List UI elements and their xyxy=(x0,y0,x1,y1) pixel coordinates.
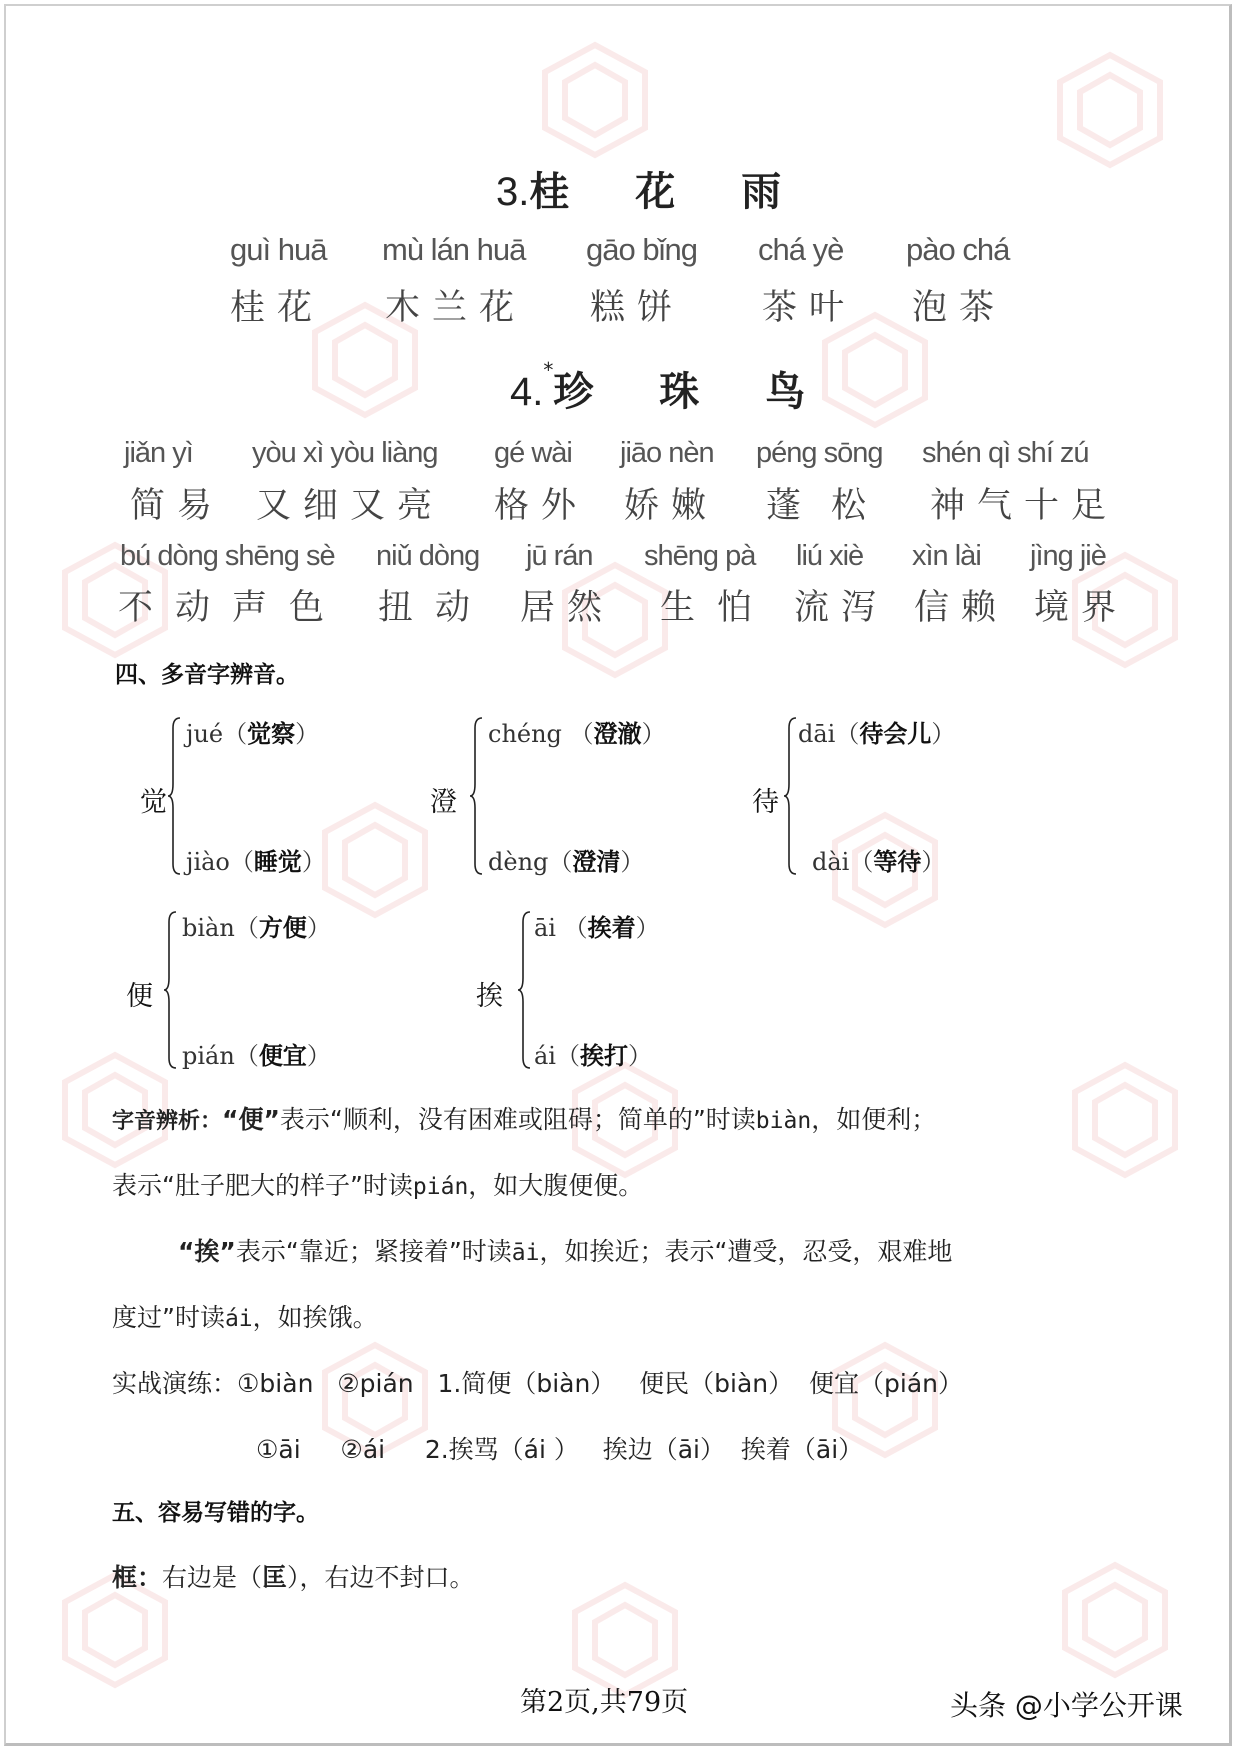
section-5-heading: 五、容易写错的字。 xyxy=(112,1500,319,1526)
reading-word: 澄澈 xyxy=(593,720,642,748)
vocab-hanzi: 又细又亮 xyxy=(256,486,445,526)
reading-pinyin: dèng xyxy=(488,848,549,876)
vocab-hanzi: 不动声色 xyxy=(118,588,347,628)
vocab-hanzi: 茶叶 xyxy=(762,288,857,328)
analysis-label: 字音辨析： xyxy=(112,1109,223,1134)
vocab-pinyin: jiǎn yì xyxy=(124,437,193,469)
vocab-hanzi: 桂花 xyxy=(230,288,325,328)
vocab-hanzi: 简易 xyxy=(130,486,225,526)
vocab-pinyin: péng sōng xyxy=(756,437,883,469)
brace-icon xyxy=(518,910,532,1070)
polyphone-char: 觉 xyxy=(140,787,167,818)
analysis-pinyin: pián xyxy=(412,1174,469,1200)
polyphone-char: 待 xyxy=(752,787,779,818)
watermark-hexagon-icon xyxy=(320,800,430,920)
reading-word: 等待 xyxy=(873,848,922,876)
analysis-text: 表示“靠近；紧接着”时读 xyxy=(235,1237,512,1266)
vocab-pinyin: jiāo nèn xyxy=(620,437,714,469)
vocab-hanzi: 神气十足 xyxy=(930,486,1119,526)
reading-word: 方便 xyxy=(258,914,307,942)
analysis-line-2 xyxy=(112,1166,643,1202)
item-text: ），右边不封口。 xyxy=(287,1563,475,1592)
vocab-pinyin: shén qì shí zú xyxy=(922,437,1089,469)
analysis-text: ，如便利； xyxy=(811,1105,937,1134)
reading-pinyin: ái xyxy=(534,1042,556,1070)
reading-word: 挨打 xyxy=(579,1042,628,1070)
vocab-hanzi: 格外 xyxy=(494,486,589,526)
reading-pinyin: jiào xyxy=(186,848,230,876)
analysis-text: ，如大腹便便。 xyxy=(468,1171,644,1200)
item-char: 框： xyxy=(112,1563,163,1592)
reading-pinyin: āi xyxy=(534,914,556,942)
lesson-4-title xyxy=(510,360,831,417)
analysis-text: 度过”时读 xyxy=(112,1303,225,1332)
reading-word: 觉察 xyxy=(247,720,296,748)
reading-word: 便宜 xyxy=(258,1042,307,1070)
reading-top: biàn（方便） xyxy=(182,914,331,942)
brace-icon xyxy=(784,716,798,876)
vocab-hanzi: 居然 xyxy=(520,588,615,628)
analysis-line-1 xyxy=(112,1100,936,1136)
reading-bottom: pián（便宜） xyxy=(182,1042,331,1070)
page-indicator: 第2页,共79页 xyxy=(520,1687,689,1718)
vocab-pinyin: yòu xì yòu liàng xyxy=(252,437,438,469)
watermark-hexagon-icon xyxy=(1070,1060,1180,1180)
item-text: 右边是（ xyxy=(162,1563,263,1592)
vocab-pinyin: guì huā xyxy=(230,232,327,267)
practice-line-2: ①āi ②ái 2.挨骂（ái ） 挨边（āi） 挨着（āi） xyxy=(256,1435,864,1464)
analysis-line-4 xyxy=(112,1298,378,1334)
polyphone-char: 澄 xyxy=(430,787,457,818)
vocab-pinyin: jìng jiè xyxy=(1030,540,1106,572)
brace-icon xyxy=(164,910,178,1070)
vocab-pinyin: bú dòng shēng sè xyxy=(120,540,335,572)
reading-bottom: ái（挨打） xyxy=(534,1042,652,1070)
vocab-hanzi: 生怕 xyxy=(660,588,775,628)
analysis-line-3 xyxy=(178,1232,952,1268)
vocab-hanzi: 扭动 xyxy=(378,588,493,628)
vocab-pinyin: jū rán xyxy=(526,540,593,572)
lesson-title-text: 桂 花 雨 xyxy=(529,169,808,215)
vocab-hanzi: 境界 xyxy=(1034,588,1129,628)
practice-line-1 xyxy=(112,1364,963,1400)
vocab-pinyin: gāo bǐng xyxy=(586,232,697,267)
brand-watermark: 头条 @小学公开课 xyxy=(950,1689,1183,1722)
analysis-text: 表示“顺利，没有困难或阻碍；简单的”时读 xyxy=(279,1105,756,1134)
reading-word: 澄清 xyxy=(572,848,621,876)
analysis-key-char: “便” xyxy=(222,1105,280,1134)
polyphone-char: 挨 xyxy=(476,981,503,1012)
watermark-hexagon-icon xyxy=(1060,1560,1170,1680)
vocab-hanzi: 信赖 xyxy=(914,588,1009,628)
vocab-pinyin: mù lán huā xyxy=(382,232,526,267)
analysis-key-char: “挨” xyxy=(178,1237,236,1266)
analysis-text: ，如挨饿。 xyxy=(252,1303,378,1332)
vocab-pinyin: liú xiè xyxy=(796,540,864,572)
watermark-hexagon-icon xyxy=(1055,50,1165,170)
analysis-text: 表示“肚子肥大的样子”时读 xyxy=(112,1171,413,1200)
reading-word: 待会儿 xyxy=(859,720,932,748)
vocab-hanzi: 糕饼 xyxy=(590,288,685,328)
reading-top: dāi（待会儿） xyxy=(798,720,956,748)
reading-bottom: dèng（澄清） xyxy=(488,848,645,876)
brace-icon xyxy=(168,716,182,876)
section-4-heading: 四、多音字辨音。 xyxy=(115,662,299,688)
vocab-pinyin: niǔ dòng xyxy=(376,540,480,572)
vocab-hanzi: 泡茶 xyxy=(912,288,1007,328)
reading-word: 睡觉 xyxy=(253,848,302,876)
vocab-pinyin: xìn lài xyxy=(912,540,981,572)
vocab-pinyin: gé wài xyxy=(494,437,572,469)
analysis-text: ，如挨近；表示“遭受，忍受，艰难地 xyxy=(539,1237,953,1266)
lesson-number: 3. xyxy=(496,170,530,214)
reading-pinyin: dài xyxy=(812,848,850,876)
analysis-pinyin: āi xyxy=(511,1240,540,1266)
reading-bottom: dài（等待） xyxy=(812,848,946,876)
vocab-hanzi: 木兰花 xyxy=(385,288,527,328)
reading-bottom: jiào（睡觉） xyxy=(186,848,326,876)
optional-lesson-star: * xyxy=(543,358,554,382)
vocab-pinyin: pào chá xyxy=(906,232,1010,267)
vocab-hanzi: 蓬松 xyxy=(766,486,897,526)
reading-pinyin: dāi xyxy=(798,720,836,748)
practice-text: ①biàn ②pián 1.简便（biàn） 便民（biàn） 便宜（pián） xyxy=(237,1369,964,1398)
reading-top: chéng （澄澈） xyxy=(488,720,666,748)
vocab-hanzi: 流泻 xyxy=(794,588,889,628)
reading-pinyin: jué xyxy=(186,720,224,748)
vocab-pinyin: shēng pà xyxy=(644,540,756,572)
reading-word: 挨着 xyxy=(587,914,636,942)
section-5-item xyxy=(112,1558,475,1594)
analysis-pinyin: ái xyxy=(224,1306,253,1332)
brace-icon xyxy=(470,716,484,876)
reading-pinyin: chéng xyxy=(488,720,562,748)
analysis-pinyin: biàn xyxy=(755,1108,812,1134)
practice-label: 实战演练： xyxy=(112,1369,238,1398)
lesson-3-title xyxy=(496,160,807,217)
lesson-number: 4. xyxy=(510,370,544,414)
lesson-title-text: 珍 珠 鸟 xyxy=(553,369,832,415)
vocab-pinyin: chá yè xyxy=(758,232,844,267)
reading-top: jué（觉察） xyxy=(186,720,320,748)
reading-pinyin: biàn xyxy=(182,914,235,942)
reading-top: āi （挨着） xyxy=(534,914,660,942)
vocab-hanzi: 娇嫩 xyxy=(624,486,719,526)
watermark-hexagon-icon xyxy=(540,40,650,160)
reading-pinyin: pián xyxy=(182,1042,235,1070)
polyphone-char: 便 xyxy=(126,981,153,1012)
item-bold-char: 匡 xyxy=(262,1563,288,1592)
